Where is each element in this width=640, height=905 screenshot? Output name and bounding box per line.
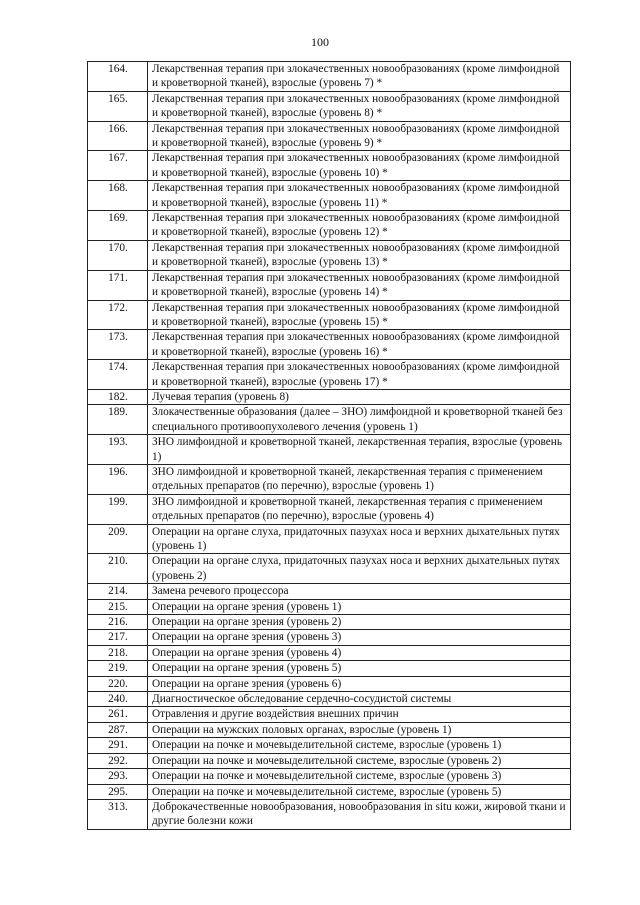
row-description-cell: Операции на почке и мочевыделительной системе, взрослые (уровень 5) (148, 784, 571, 799)
row-number-cell: 166. (88, 121, 148, 151)
row-description-cell: Операции на мужских половых органах, взрослые (уровень 1) (148, 722, 571, 737)
table-row (88, 240, 571, 270)
row-description-cell: Лекарственная терапия при злокачественных новообразованиях (кроме лимфоидной и кроветворной тканей), взрослые (уровень 14) * (148, 270, 571, 300)
row-number-cell: 189. (88, 405, 148, 435)
table-row (88, 676, 571, 691)
table-row (88, 554, 571, 584)
row-description-cell: Операции на органе зрения (уровень 2) (148, 615, 571, 630)
table-row (88, 630, 571, 645)
row-number-cell: 174. (88, 360, 148, 390)
table-row (88, 615, 571, 630)
row-number-cell: 199. (88, 494, 148, 524)
row-description-cell: Лекарственная терапия при злокачественных новообразованиях (кроме лимфоидной и кроветворной тканей), взрослые (уровень 7) * (148, 62, 571, 92)
row-description-cell: Операции на органе зрения (уровень 4) (148, 645, 571, 660)
row-description-cell: Операции на органе зрения (уровень 3) (148, 630, 571, 645)
row-description-cell: ЗНО лимфоидной и кроветворной тканей, лекарственная терапия, взрослые (уровень 1) (148, 435, 571, 465)
row-description-cell: Операции на почке и мочевыделительной системе, взрослые (уровень 3) (148, 769, 571, 784)
table-row (88, 692, 571, 707)
row-number-cell: 313. (88, 799, 148, 829)
row-description-cell: Операции на почке и мочевыделительной системе, взрослые (уровень 1) (148, 738, 571, 753)
row-number-cell: 295. (88, 784, 148, 799)
row-description-cell: ЗНО лимфоидной и кроветворной тканей, лекарственная терапия с применением отдельных препаратов (по перечню), взрослые (уровень 4) (148, 494, 571, 524)
row-number-cell: 215. (88, 599, 148, 614)
table-row (88, 181, 571, 211)
row-description-cell: Операции на органе слуха, придаточных пазухах носа и верхних дыхательных путях (уровень 2) (148, 554, 571, 584)
row-description-cell: Злокачественные образования (далее – ЗНО) лимфоидной и кроветворной тканей без специального противоопухолевого лечения (уровень 1) (148, 405, 571, 435)
row-number-cell: 168. (88, 181, 148, 211)
row-number-cell: 165. (88, 91, 148, 121)
table-row (88, 494, 571, 524)
table-row (88, 405, 571, 435)
row-number-cell: 291. (88, 738, 148, 753)
row-number-cell: 261. (88, 707, 148, 722)
row-description-cell: Отравления и другие воздействия внешних причин (148, 707, 571, 722)
table-row (88, 769, 571, 784)
row-number-cell: 164. (88, 62, 148, 92)
row-number-cell: 217. (88, 630, 148, 645)
table-row (88, 121, 571, 151)
row-number-cell: 210. (88, 554, 148, 584)
row-description-cell: Лучевая терапия (уровень 8) (148, 389, 571, 404)
row-number-cell: 240. (88, 692, 148, 707)
row-number-cell: 196. (88, 464, 148, 494)
table-row (88, 645, 571, 660)
table-row (88, 91, 571, 121)
row-description-cell: Операции на органе зрения (уровень 1) (148, 599, 571, 614)
row-number-cell: 182. (88, 389, 148, 404)
row-description-cell: Операции на органе слуха, придаточных пазухах носа и верхних дыхательных путях (уровень 1) (148, 524, 571, 554)
row-description-cell: Операции на почке и мочевыделительной системе, взрослые (уровень 2) (148, 753, 571, 768)
table-row (88, 661, 571, 676)
row-description-cell: Лекарственная терапия при злокачественных новообразованиях (кроме лимфоидной и кроветворной тканей), взрослые (уровень 16) * (148, 330, 571, 360)
row-number-cell: 292. (88, 753, 148, 768)
row-number-cell: 209. (88, 524, 148, 554)
procedure-table-body (88, 62, 571, 830)
row-number-cell: 193. (88, 435, 148, 465)
table-row (88, 270, 571, 300)
row-number-cell: 287. (88, 722, 148, 737)
procedure-table (87, 61, 571, 830)
row-number-cell: 218. (88, 645, 148, 660)
table-row (88, 435, 571, 465)
row-description-cell: Операции на органе зрения (уровень 5) (148, 661, 571, 676)
table-row (88, 389, 571, 404)
row-description-cell: Операции на органе зрения (уровень 6) (148, 676, 571, 691)
table-row (88, 330, 571, 360)
row-number-cell: 167. (88, 151, 148, 181)
table-row (88, 211, 571, 241)
row-description-cell: Замена речевого процессора (148, 584, 571, 599)
row-number-cell: 219. (88, 661, 148, 676)
row-description-cell: Лекарственная терапия при злокачественных новообразованиях (кроме лимфоидной и кроветворной тканей), взрослые (уровень 13) * (148, 240, 571, 270)
row-description-cell: Лекарственная терапия при злокачественных новообразованиях (кроме лимфоидной и кроветворной тканей), взрослые (уровень 10) * (148, 151, 571, 181)
table-row (88, 707, 571, 722)
table-row (88, 151, 571, 181)
table-row (88, 464, 571, 494)
row-number-cell: 216. (88, 615, 148, 630)
table-row (88, 524, 571, 554)
table-row (88, 753, 571, 768)
row-description-cell: ЗНО лимфоидной и кроветворной тканей, лекарственная терапия с применением отдельных препаратов (по перечню), взрослые (уровень 1) (148, 464, 571, 494)
table-row (88, 599, 571, 614)
table-row (88, 360, 571, 390)
row-description-cell: Лекарственная терапия при злокачественных новообразованиях (кроме лимфоидной и кроветворной тканей), взрослые (уровень 17) * (148, 360, 571, 390)
table-row (88, 722, 571, 737)
table-row (88, 784, 571, 799)
table-row (88, 62, 571, 92)
row-number-cell: 293. (88, 769, 148, 784)
row-description-cell: Диагностическое обследование сердечно-сосудистой системы (148, 692, 571, 707)
row-description-cell: Лекарственная терапия при злокачественных новообразованиях (кроме лимфоидной и кроветворной тканей), взрослые (уровень 12) * (148, 211, 571, 241)
row-description-cell: Лекарственная терапия при злокачественных новообразованиях (кроме лимфоидной и кроветворной тканей), взрослые (уровень 9) * (148, 121, 571, 151)
row-number-cell: 169. (88, 211, 148, 241)
row-number-cell: 172. (88, 300, 148, 330)
row-number-cell: 173. (88, 330, 148, 360)
row-number-cell: 214. (88, 584, 148, 599)
table-row (88, 799, 571, 829)
row-description-cell: Доброкачественные новообразования, новообразования in situ кожи, жировой ткани и другие болезни кожи (148, 799, 571, 829)
row-number-cell: 170. (88, 240, 148, 270)
row-number-cell: 171. (88, 270, 148, 300)
row-description-cell: Лекарственная терапия при злокачественных новообразованиях (кроме лимфоидной и кроветворной тканей), взрослые (уровень 15) * (148, 300, 571, 330)
table-row (88, 300, 571, 330)
row-description-cell: Лекарственная терапия при злокачественных новообразованиях (кроме лимфоидной и кроветворной тканей), взрослые (уровень 8) * (148, 91, 571, 121)
row-description-cell: Лекарственная терапия при злокачественных новообразованиях (кроме лимфоидной и кроветворной тканей), взрослые (уровень 11) * (148, 181, 571, 211)
table-row (88, 584, 571, 599)
page-number: 100 (311, 35, 329, 49)
row-number-cell: 220. (88, 676, 148, 691)
table-row (88, 738, 571, 753)
